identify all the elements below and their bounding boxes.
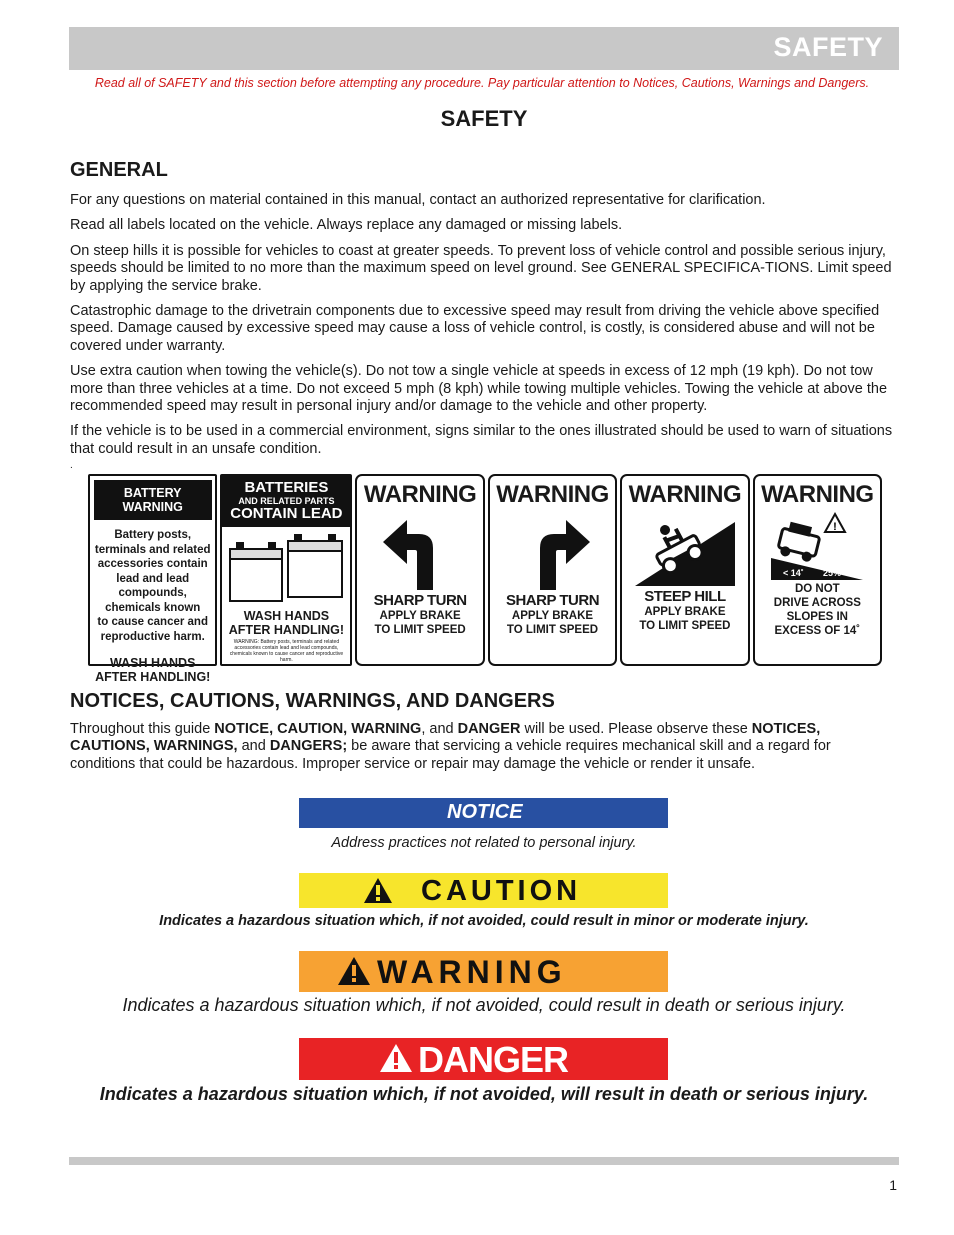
sign-small bbox=[774, 582, 861, 638]
sign-sub: STEEP HILL bbox=[644, 588, 726, 605]
sign-title: WARNING bbox=[496, 481, 609, 508]
sign-line: APPLY BRAKE bbox=[511, 610, 594, 622]
notice-banner bbox=[299, 798, 668, 828]
notices-paragraph-text bbox=[70, 721, 896, 773]
paragraph-segment: will be used. Please observe these bbox=[520, 721, 752, 737]
sign-line: WASH HANDS bbox=[243, 609, 330, 623]
sign-line: to cause cancer and bbox=[97, 616, 208, 628]
intro-note: Read all of SAFETY and this section before attempting any procedure. Pay particular attention to Notices, Cautions, Warnings and Dangers. bbox=[94, 76, 870, 90]
turn-left-arrow-icon bbox=[375, 508, 465, 592]
slopes-sign bbox=[753, 474, 882, 666]
paragraph-segment: , and bbox=[421, 721, 458, 737]
general-paragraph: On steep hills it is possible for vehicles to coast at greater speeds. To prevent loss of vehicle control and possible serious injury, speeds should be limited to no more than the maximum speed on level ground. See GENERAL SPECIFICA-TIONS. Limit speed by applying the service brake. bbox=[70, 242, 892, 294]
warning-banner bbox=[299, 951, 668, 992]
sign-line: Battery posts, bbox=[114, 529, 192, 541]
sign-line: APPLY BRAKE bbox=[379, 610, 461, 622]
caution-banner bbox=[299, 873, 668, 908]
warning-triangle-icon bbox=[363, 877, 393, 904]
sign-title bbox=[222, 476, 350, 527]
paragraph-segment: NOTICES, CAUTIONS, WARNINGS, bbox=[70, 721, 821, 755]
sign-line: chemicals known bbox=[105, 601, 201, 614]
sign-wash bbox=[229, 609, 344, 637]
battery-warning-sign bbox=[88, 474, 217, 684]
danger-description: Indicates a hazardous situation which, if not avoided, will result in death or serious injury. bbox=[99, 1084, 869, 1104]
footer-bar bbox=[69, 1157, 899, 1165]
sign-line: TO LIMIT SPEED bbox=[506, 624, 599, 636]
danger-label: DANGER bbox=[418, 1039, 569, 1080]
warning-label: WARNING bbox=[377, 954, 567, 990]
sign-line: DO NOT bbox=[794, 583, 840, 595]
general-paragraph: If the vehicle is to be used in a commercial environment, signs similar to the ones illustrated should be used to warn of situations that could result in an unsafe condition. bbox=[70, 423, 893, 457]
sign-line: SLOPES IN bbox=[786, 611, 848, 623]
sign-line: BATTERIES bbox=[244, 479, 329, 496]
sign-sub: SHARP TURN bbox=[373, 592, 467, 609]
sharp-turn-left-sign bbox=[355, 474, 484, 666]
sign-line: terminals and related bbox=[94, 543, 211, 556]
paragraph-segment: DANGER bbox=[457, 721, 521, 737]
page-number: 1 bbox=[889, 1177, 897, 1193]
general-paragraph: For any questions on material contained in this manual, contact an authorized representative for clarification. bbox=[70, 192, 766, 208]
sign-line: accessories contain bbox=[97, 558, 208, 570]
notices-heading: NOTICES, CAUTIONS, WARNINGS, AND DANGERS bbox=[70, 690, 555, 712]
sign-line: AFTER HANDLING! bbox=[95, 670, 211, 684]
sign-small bbox=[507, 609, 598, 637]
general-body bbox=[70, 192, 896, 466]
general-heading: GENERAL bbox=[70, 159, 168, 181]
notice-description: Address practices not related to personal injury. bbox=[331, 835, 637, 851]
notice-label: NOTICE bbox=[447, 801, 523, 823]
sign-line: TO LIMIT SPEED bbox=[374, 624, 466, 636]
sign-small bbox=[639, 605, 730, 633]
caution-label: CAUTION bbox=[421, 875, 582, 907]
sign-title: BATTERY WARNING bbox=[94, 480, 212, 520]
general-paragraph: Use extra caution when towing the vehicle(s). Do not tow a single vehicle at speeds in excess of 12 mph (19 kph). Do not tow more than three vehicles at a time. Do not exceed 5 mph (8 kph) while towing multiple vehicles. Towing the vehicle at above the recommended speed may result in personal injury and/or damage to the vehicle and other property. bbox=[70, 363, 888, 415]
sign-title: WARNING bbox=[628, 481, 742, 508]
general-paragraph: Read all labels located on the vehicle. Always replace any damaged or missing labels. bbox=[70, 217, 623, 234]
paragraph-segment: Throughout this guide bbox=[70, 721, 215, 737]
sign-line: CONTAIN LEAD bbox=[230, 505, 343, 522]
paragraph-segment: and bbox=[237, 738, 270, 755]
sign-line: AFTER HANDLING! bbox=[228, 623, 345, 637]
caution-description: Indicates a hazardous situation which, if not avoided, could result in minor or moderate injury. bbox=[159, 913, 809, 929]
slope-vehicle-icon bbox=[763, 508, 871, 582]
paragraph-segment: be aware that servicing a vehicle requires mechanical skill and a regard for conditions that could be hazardous. Improper service or repair may damage the vehicle or render it unsafe. bbox=[70, 738, 831, 772]
batteries-illustration-icon bbox=[222, 527, 350, 609]
sign-line: TO LIMIT SPEED bbox=[639, 620, 731, 632]
slope-angle-label: < 14˚ bbox=[783, 568, 805, 578]
sign-fine-print: WARNING: Battery posts, terminals and related accessories contain lead and lead compounds, chemicals known to cause cancer and reproductive harm. bbox=[229, 639, 344, 663]
header-title: SAFETY bbox=[773, 32, 883, 62]
batteries-lead-sign bbox=[220, 474, 352, 666]
slope-percent-label: 25% bbox=[823, 568, 842, 578]
sign-title: WARNING bbox=[363, 481, 477, 508]
sign-line: APPLY BRAKE bbox=[644, 606, 726, 618]
header-bar bbox=[69, 27, 899, 70]
sign-line: reproductive harm. bbox=[100, 630, 205, 643]
paragraph-segment: DANGERS; bbox=[269, 738, 348, 755]
turn-right-arrow-icon bbox=[508, 508, 598, 592]
paragraph-segment: NOTICE, CAUTION, WARNING bbox=[214, 721, 422, 737]
svg-text:!: ! bbox=[833, 521, 838, 533]
sign-sub: SHARP TURN bbox=[505, 592, 600, 609]
page-title: SAFETY bbox=[440, 106, 528, 131]
danger-banner bbox=[299, 1038, 668, 1080]
sign-body bbox=[90, 528, 215, 644]
steep-hill-vehicle-icon bbox=[631, 508, 739, 588]
sign-line: EXCESS OF 14˚ bbox=[774, 625, 861, 637]
warning-signs-strip bbox=[88, 474, 882, 684]
sign-wash bbox=[95, 656, 210, 684]
general-paragraph: Catastrophic damage to the drivetrain components due to excessive speed may result from driving the vehicle above specified speed. Damage caused by excessive speed may cause a loss of vehicle control, is costly, is considered abuse and will not be covered under warranty. bbox=[70, 303, 880, 354]
warning-description: Indicates a hazardous situation which, if not avoided, could result in death or serious injury. bbox=[122, 995, 846, 1015]
steep-hill-sign bbox=[620, 474, 749, 666]
sign-line: DRIVE ACROSS bbox=[773, 597, 861, 609]
sign-line: WASH HANDS bbox=[109, 656, 196, 670]
notices-paragraph bbox=[70, 721, 896, 781]
sign-title: WARNING bbox=[761, 481, 874, 508]
sign-line: AND RELATED PARTS bbox=[238, 496, 335, 506]
sign-line: lead and lead compounds, bbox=[116, 572, 190, 599]
warning-triangle-icon bbox=[379, 1043, 413, 1073]
sharp-turn-right-sign bbox=[488, 474, 617, 666]
warning-triangle-icon bbox=[337, 956, 371, 986]
sign-small bbox=[375, 609, 466, 637]
stray-dot: . bbox=[70, 460, 73, 471]
